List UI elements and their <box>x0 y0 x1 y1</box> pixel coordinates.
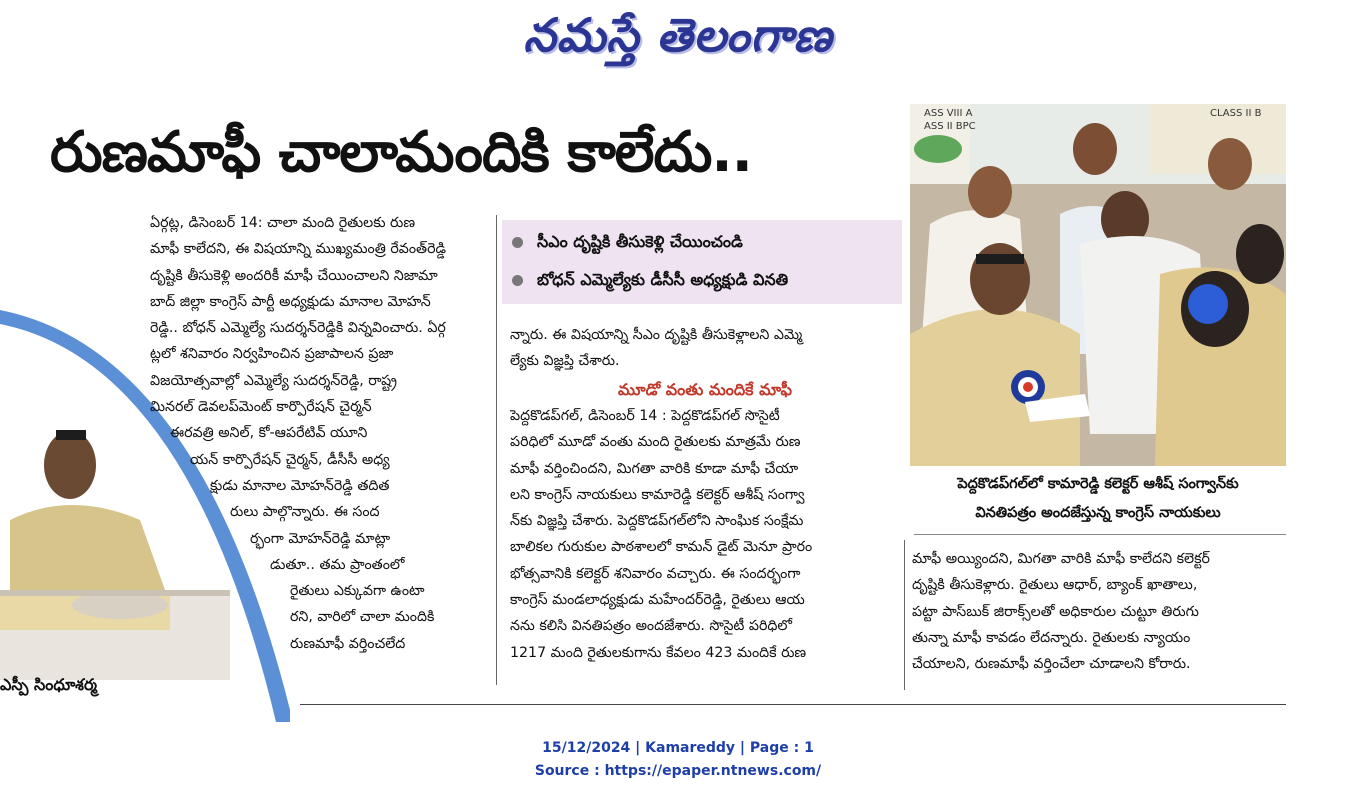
caption-divider <box>914 534 1286 535</box>
bottom-rule <box>300 704 1286 705</box>
text-line: రుణమాఫీ వర్తించలేద <box>290 635 406 652</box>
bullet-icon <box>512 275 523 286</box>
text-line: బాద్ జిల్లా కాంగ్రెస్ పార్టీ అధ్యక్షుడు మానాల మోహన్ <box>150 293 431 310</box>
column-divider <box>496 215 497 685</box>
text-line: తున్నా మాఫీ కావడం లేదన్నారు. రైతులకు న్యాయం <box>912 629 1191 646</box>
text-line: చేయాలని, రుణమాఫీ వర్తించేలా చూడాలని కోరారు. <box>912 656 1191 673</box>
middle-column-text <box>510 403 888 666</box>
text-line: నను కలిసి వినతిపత్రం అందజేశారు. సొసైటీ పరిధిలో <box>510 618 793 635</box>
text-line: మాఫీ కాలేదని, ఈ విషయాన్ని ముఖ్యమంత్రి రేవంత్‌రెడ్డి <box>150 241 446 258</box>
text-line: మాఫీ అయ్యిందని, మిగతా వారికి మాఫీ కాలేదని కలెక్టర్ <box>912 551 1210 567</box>
news-photo <box>910 104 1286 466</box>
text-line: పరిధిలో మూడో వంతు మంది రైతులకు మాత్రమే రుణ <box>510 434 801 451</box>
bullet-icon <box>512 237 523 248</box>
photo-caption-line: వినతిపత్రం అందజేస్తున్న కాంగ్రెస్ నాయకులు <box>975 505 1221 521</box>
text-line: ఈరవత్రి అనిల్, కో-ఆపరేటివ్ యూని <box>170 425 368 442</box>
text-line: రెడ్డి.. బోధన్ ఎమ్మెల్యే సుదర్శన్‌రెడ్డికి విన్నవించారు. ఏర్గ <box>150 320 446 337</box>
text-line: దృష్టికి తీసుకెళ్లి అందరికీ మాఫీ చేయించాలని నిజామా <box>150 267 438 284</box>
footer-source-link[interactable]: Source : https://epaper.ntnews.com/ <box>534 763 822 779</box>
text-line: డుతూ.. తమ ప్రాంతంలో <box>270 556 405 573</box>
highlight-text: బోధన్ ఎమ్మెల్యేకు డీసీసీ అధ్యక్షుడి వినతి <box>537 270 789 289</box>
masthead-title: నమస్తే తెలంగాణ <box>523 8 833 62</box>
board-text: ASS II BPC <box>924 121 976 132</box>
text-line: పట్టా పాస్‌బుక్ జిరాక్స్‌లతో అధికారుల చుట్టూ తిరుగు <box>912 603 1199 620</box>
footer-date-line: 15/12/2024 | Kamareddy | Page : 1 <box>542 740 814 756</box>
text-line: పెద్దకొడప్‌గల్, డిసెంబర్ 14 : పెద్దకొడప్‌గల్ సొసైటీ <box>510 408 780 424</box>
text-line: ఏర్గట్ల, డిసెంబర్ 14: చాలా మంది రైతులకు రుణ <box>150 215 416 231</box>
photo-caption <box>910 470 1286 528</box>
left-column-text <box>150 210 490 657</box>
text-line: భోత్సవానికి కలెక్టర్ శనివారం వచ్చారు. ఈ సందర్భంగా <box>510 565 801 582</box>
highlight-text: సీఎం దృష్టికి తీసుకెళ్లి చేయించండి <box>537 232 743 251</box>
text-line: యన్ కార్పొరేషన్ చైర్మన్, డీసీసీ అధ్య <box>190 451 390 468</box>
text-line: బాలికల గురుకుల పాఠశాలలో కామన్ డైట్ మెనూ ప్రారం <box>510 539 813 556</box>
text-line: దృష్టికి తీసుకెళ్లారు. రైతులు ఆధార్, బ్యాంక్ ఖాతాలు, <box>912 577 1198 594</box>
column-divider <box>904 540 905 690</box>
text-line: లని కాంగ్రెస్ నాయకులు కామారెడ్డి కలెక్టర్ ఆశీష్ సంగ్వా <box>510 486 805 503</box>
text-line: విజయోత్సవాల్లో ఎమ్మెల్యే సుదర్శన్‌రెడ్డి, రాష్ట్ర <box>150 372 397 389</box>
text-line: రైతులు ఎక్కువగా ఉంటా <box>290 583 425 600</box>
text-line: రని, వారిలో చాలా మందికి <box>290 609 435 626</box>
text-line: 1217 మంది రైతులకుగాను కేవలం 423 మందికే రుణ <box>510 644 807 661</box>
text-line: క్షుడు మానాల మోహన్‌రెడ్డి తదిత <box>210 477 390 494</box>
section-subhead: మూడో వంతు మందికే మాఫీ <box>617 380 793 399</box>
text-line: మాఫీ వర్తించిందని, మిగతా వారికి కూడా మాఫీ చేయా <box>510 460 799 477</box>
article-headline: రుణమాఫీ చాలామందికి కాలేదు.. <box>50 120 752 185</box>
text-line: ర్భంగా మోహన్‌రెడ్డి మాట్లా <box>250 530 391 547</box>
text-line: న్‌కు విజ్ఞప్తి చేశారు. పెద్దకొడప్‌గల్‌లోని సాంఘిక సంక్షేమ <box>510 513 804 530</box>
right-column-text <box>912 546 1286 677</box>
text-line: కాంగ్రెస్ మండలాధ్యక్షుడు మహేందర్‌రెడ్డి, రైతులు ఆయ <box>510 592 805 609</box>
photo-caption-line: పెద్దకొడప్‌గల్‌లో కామారెడ్డి కలెక్టర్ ఆశీష్ సంగ్వాన్‌కు <box>957 476 1239 492</box>
board-text: CLASS II B <box>1210 108 1262 119</box>
highlight-item <box>512 232 743 255</box>
text-line: ట్లలో శనివారం నిర్వహించిన ప్రజాపాలన ప్రజా <box>150 346 394 363</box>
highlight-item <box>512 270 788 293</box>
portrait-caption: ఎస్పీ సింధూశర్మ <box>0 675 97 694</box>
middle-column-text <box>510 322 888 375</box>
text-line: న్నారు. ఈ విషయాన్ని సీఎం దృష్టికి తీసుకెళ్లాలని ఎమ్మె <box>510 327 803 343</box>
text-line: రులు పాల్గొన్నారు. ఈ సంద <box>230 504 380 521</box>
text-line: మినరల్ డెవలప్‌మెంట్ కార్పొరేషన్ చైర్మన్ <box>150 399 372 416</box>
board-text: ASS VIII A <box>924 108 973 119</box>
text-line: ల్యేకు విజ్ఞప్తి చేశారు. <box>510 353 620 370</box>
